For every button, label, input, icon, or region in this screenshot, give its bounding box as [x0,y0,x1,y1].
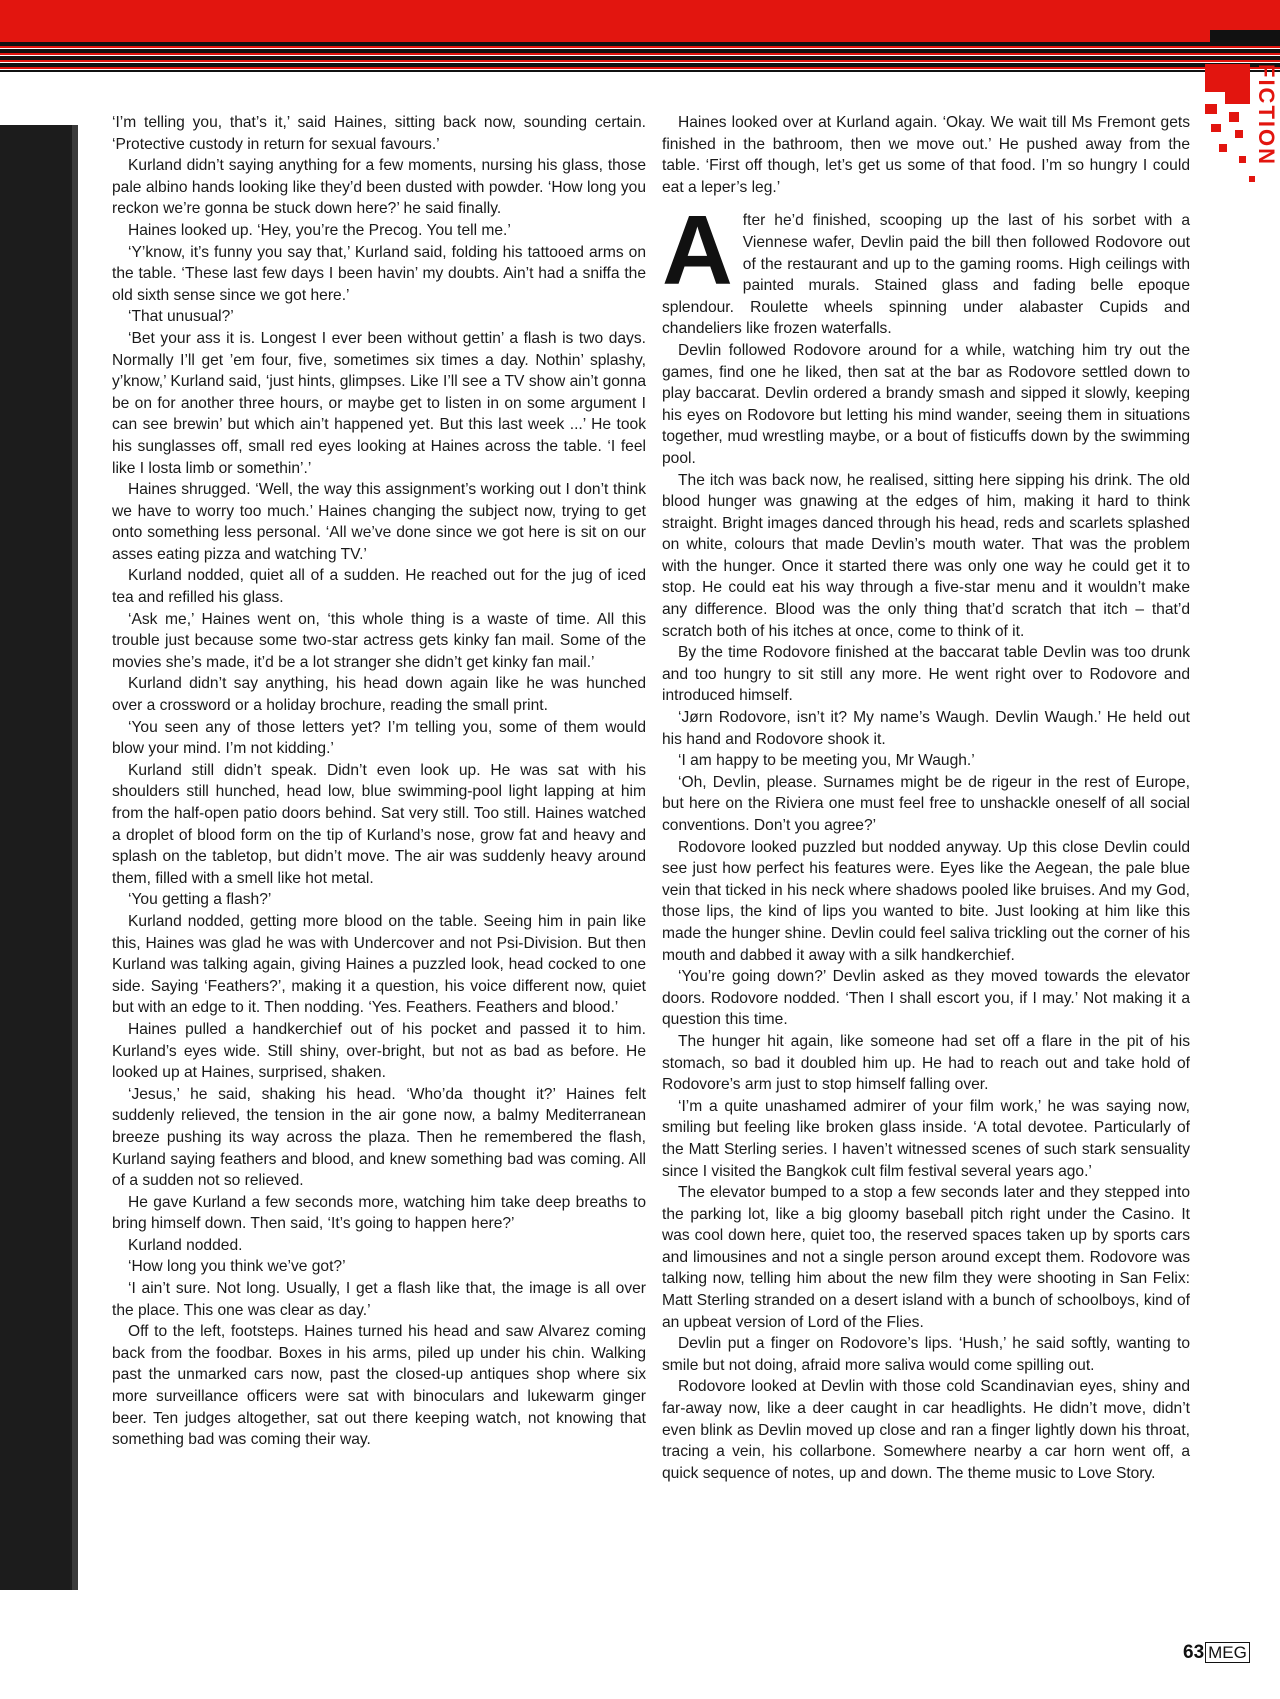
paragraph: Rodovore looked puzzled but nodded anyway. Up this close Devlin could see just how perfect his features were. Eyes like the Aegean, the pale blue vein that ticked in his neck where shadows pooled like bruises. And my God, those lips, the kind of lips you wanted to bite. Just looking at him like this made the hunger shine. Devlin could feel saliva trickling out the corner of his mouth and dabbed it away with a silk handkerchief. [662,838,1190,964]
header-red-band [0,0,1280,42]
paragraph: ‘Ask me,’ Haines went on, ‘this whole thing is a waste of time. All this trouble just because some two-star actress gets kinky fan mail. Some of the movies she’s made, it’d be a lot stranger she didn’t get kinky fan mail.’ [112,610,646,671]
paragraph: The elevator bumped to a stop a few seconds later and they stepped into the parking lot, like a big gloomy baseball pitch right under the Casino. It was cool down here, quiet too, the reserved spaces taken up by sports cars and limousines and not a single person around except them. Rodovore was talking now, telling him about the new film they were shooting in San Felix: Matt Sterling stranded on a desert island with a bunch of schoolboys, kind of an upbeat version of Lord of the Flies. [662,1184,1190,1331]
paragraph: Kurland didn’t saying anything for a few moments, nursing his glass, those pale albino hands looking like they’d been dusted with powder. ‘How long you reckon we’re gonna be stuck down here?’ he said finally. [112,157,646,218]
paragraph: Kurland still didn’t speak. Didn’t even look up. He was sat with his shoulders still hunched, head low, blue swimming-pool light lapping at him from the half-open patio doors behind. Sat very still. Too still. Haines watched a droplet of blood form on the tip of Kurland’s nose, grow fat and heavy and splash on the tabletop, but didn’t move. The air was suddenly heavy around them, filled with a smell like hot metal. [112,761,646,887]
paragraph: ‘Jørn Rodovore, isn’t it? My name’s Waugh. Devlin Waugh.’ He held out his hand and Rodovore shook it. [662,709,1190,748]
drop-cap: A [662,195,733,306]
paragraph: ‘I’m telling you, that’s it,’ said Haines, sitting back now, sounding certain. ‘Protective custody in return for sexual favours.’ [112,114,646,153]
page-number-value: 63 [1183,1642,1205,1663]
section-label: FICTION [1254,64,1279,166]
paragraph: ‘Y’know, it’s funny you say that,’ Kurland said, folding his tattooed arms on the table. ‘These last few days I been havin’ my doubts. Ain’t had a sniffa the old sixth sense since we got here.’ [112,243,646,304]
left-margin-bar [0,125,78,1590]
header-stripes [0,42,1280,72]
magazine-logo: MEG [1205,1642,1250,1663]
dropcap-paragraph [662,195,1190,340]
paragraph: ‘You seen any of those letters yet? I’m telling you, some of them would blow your mind. I’m not kidding.’ [112,718,646,758]
paragraph: Rodovore looked at Devlin with those cold Scandinavian eyes, shiny and far-away now, like a deer caught in car headlights. He didn’t move, didn’t even blink as Devlin moved up close and ran a finger lightly down his throat, tracing a vein, his collarbone. Somewhere nearby a car horn went off, a quick sequence of notes, up and down. The theme music to Love Story. [662,1378,1190,1482]
paragraph: ‘I am happy to be meeting you, Mr Waugh.’ [678,752,975,770]
paragraph: By the time Rodovore finished at the baccarat table Devlin was too drunk and too hungry to sit still any more. He went right over to Rodovore and introduced himself. [662,644,1190,705]
paragraph: Haines looked up. ‘Hey, you’re the Precog. You tell me.’ [128,221,511,239]
paragraph: Devlin put a finger on Rodovore’s lips. ‘Hush,’ he said softly, wanting to smile but not doing, afraid more saliva would come spilling out. [662,1335,1190,1374]
paragraph: ‘Oh, Devlin, please. Surnames might be de rigeur in the rest of Europe, but here on the Riviera one must feel free to unshackle oneself of all social conventions. Don’t you agree?’ [662,773,1190,834]
paragraph-text: fter he’d finished, scooping up the last of his sorbet with a Viennese wafer, Devlin paid the bill then followed Rodovore out of the restaurant and up to the gaming rooms. High ceilings with painted murals. Stained glass and fading belle epoque splendour. Roulette wheels spinning under alabaster Cupids and chandeliers like frozen waterfalls. [662,212,1190,338]
paragraph: ‘Bet your ass it is. Longest I ever been without gettin’ a flash is two days. Normally I’ll get ’em four, five, sometimes six times a day. Nothin’ splashy, y’know,’ Kurland said, ‘just hints, glimpses. Like I’ll see a TV show ain’t gonna be on for another three hours, or maybe get to listen in on some argument I can see brewin’ but which ain’t happened yet. But this last week ...’ He took his sunglasses off, small red eyes looking at Haines across the table. ‘I feel like I losta limb or somethin’.’ [112,329,646,477]
paragraph: ‘Jesus,’ he said, shaking his head. ‘Who’da thought it?’ Haines felt suddenly relieved, the tension in the air gone now, a balmy Mediterranean breeze pushing its way across the plaza. Then he remembered the flash, Kurland saying feathers and blood, and knew something bad was coming. All of a sudden not so relieved. [112,1085,646,1190]
right-column [662,112,1190,1484]
paragraph: Kurland nodded, quiet all of a sudden. He reached out for the jug of iced tea and refilled his glass. [112,567,646,607]
paragraph: The hunger hit again, like someone had set off a flare in the pit of his stomach, so bad it doubled him up. He had to reach out and take hold of Rodovore’s arm just to stop himself falling over. [662,1032,1190,1094]
paragraph: Kurland nodded. [128,1236,243,1254]
paragraph: ‘I ain’t sure. Not long. Usually, I get a flash like that, the image is all over the place. This one was clear as day.’ [112,1280,646,1319]
paragraph: The itch was back now, he realised, sitting here sipping his drink. The old blood hunger was gnawing at the edges of him, making it hard to think straight. Bright images danced through his head, reds and scarlets splashed on white, colours that made Devlin’s mouth water. That was the problem with the hunger. Once it started there was only one way he could get it to stop. He could eat his way through a five-star menu and it wouldn’t make any difference. Blood was the only thing that’d scratch that itch – that’d scratch both of his itches at once, come to think of it. [662,471,1190,640]
paragraph: Haines shrugged. ‘Well, the way this assignment’s working out I don’t think we have to worry too much.’ Haines changing the subject now, trying to get onto something less personal. ‘All we’ve done since we got here is sit on our asses eating pizza and watching TV.’ [112,481,646,563]
paragraph: ‘You’re going down?’ Devlin asked as they moved towards the elevator doors. Rodovore nodded. ‘Then I shall escort you, if I may.’ Not making it a question this time. [662,968,1190,1029]
page-number [1183,1642,1250,1664]
paragraph: ‘I’m a quite unashamed admirer of your film work,’ he was saying now, smiling but feeling like broken glass inside. ‘A total devotee. Particularly of the Matt Sterling series. I haven’t witnessed scenes of such stark sensuality since I visited the Bangkok cult film festival several years ago.’ [662,1097,1190,1180]
paragraph: Kurland nodded, getting more blood on the table. Seeing him in pain like this, Haines was glad he was with Undercover and not Psi-Division. But then Kurland was talking again, giving Haines a puzzled look, head cocked to one side. Saying ‘Feathers?’, making it a question, his voice different now, quiet but with an edge to it. Then nodding. ‘Yes. Feathers. Feathers and blood.’ [112,912,646,1017]
paragraph: Devlin followed Rodovore around for a while, watching him try out the games, find one he liked, then sat at the bar as Rodovore settled down to play baccarat. Devlin ordered a brandy smash and sipped it slowly, keeping his eyes on Rodovore but letting his mind wander, seeing them in situations together, mud wrestling maybe, or a bout of fisticuffs down by the swimming pool. [662,341,1190,467]
paragraph: Off to the left, footsteps. Haines turned his head and saw Alvarez coming back from the foodbar. Boxes in his arms, piled up under his chin. Walking past the unmarked cars now, past the closed-up antiques shop where six more surveillance officers were sat with binoculars and lukewarm ginger beer. Ten judges altogether, sat out there keeping watch, not knowing that something bad was coming their way. [112,1323,646,1449]
paragraph: He gave Kurland a few seconds more, watching him take deep breaths to bring himself down. Then said, ‘It’s going to happen here?’ [112,1193,646,1233]
paragraph: ‘How long you think we’ve got?’ [128,1258,346,1276]
paragraph: Kurland didn’t say anything, his head down again like he was hunched over a crossword or a holiday brochure, reading the small print. [112,675,646,715]
paragraph: Haines looked over at Kurland again. ‘Okay. We wait till Ms Fremont gets finished in the bathroom, then we move out.’ He pushed away from the table. ‘First off though, let’s get us some of that food. I’m so hungry I could eat a leper’s leg.’ [662,114,1190,196]
paragraph: ‘You getting a flash?’ [128,891,272,909]
paragraph: Haines pulled a handkerchief out of his pocket and passed it to him. Kurland’s eyes wide. Still shiny, over-bright, but not as bad as before. He looked up at Haines, surprised, shaken. [112,1020,646,1082]
paragraph: ‘That unusual?’ [128,308,234,326]
left-column [112,112,646,1451]
